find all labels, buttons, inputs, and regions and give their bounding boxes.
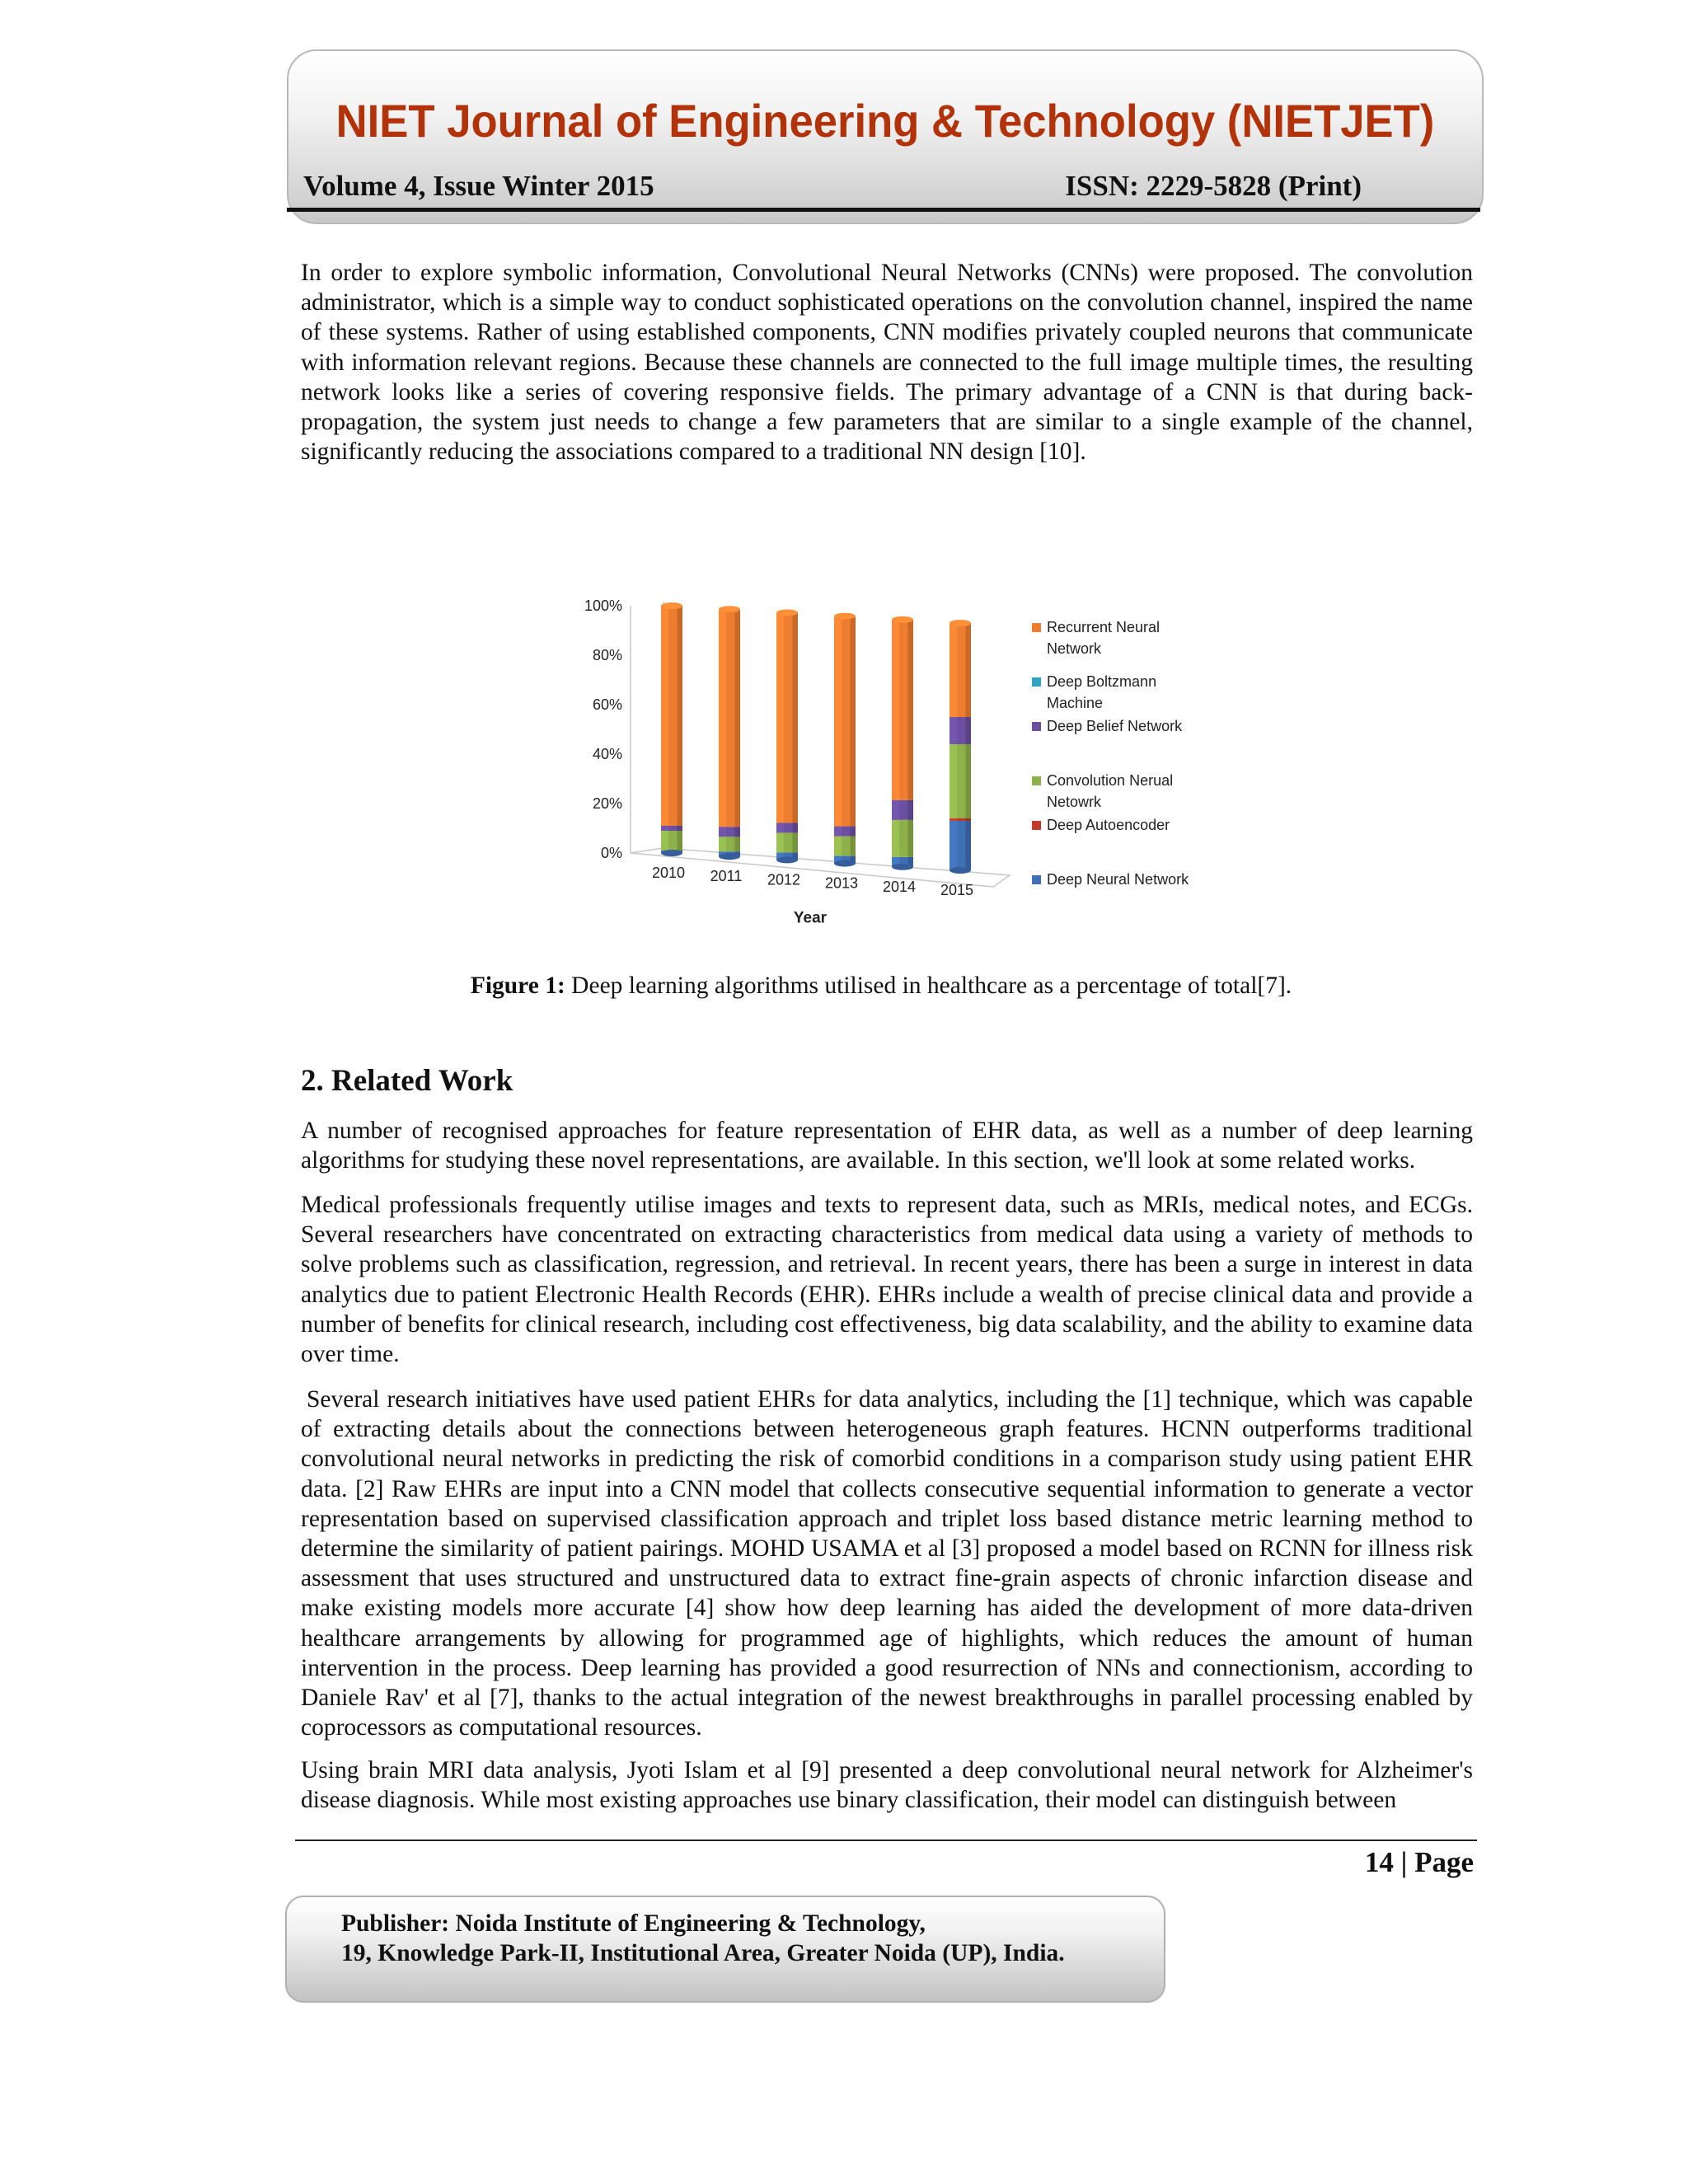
bar-segment-highlight [950,744,957,818]
bar-segment-highlight [719,609,726,827]
paragraph: Medical professionals frequently utilise images and texts to represent data, such as MRIs, medical notes, and ECGs. Several researchers have concentrated on extracting characteristics from medical data using a variety of methods to solve problems such as classification, regression, and retrieval. In recent years, there has been a surge in interest in data analytics due to patient Electronic Health Records (EHR). EHRs include a wealth of precise clinical data and provide a number of benefits for clinical research, including cost effectiveness, big data scalability, and the ability to examine data over time. [301,1192,1473,1368]
bar-segment-shadow [735,609,741,827]
bar-segment-highlight [719,837,726,851]
legend-label-line: Convolution Nerual [1047,772,1174,789]
bar-bottom-cap [950,867,971,874]
bar-segment-shadow [966,818,972,821]
paragraph [301,1385,1473,1742]
paragraph: A number of recognised approaches for feature representation of EHR data, as well as a number of deep learning algorithms for studying these novel representations, are available. In this section, we'll look at some related works. [301,1118,1473,1174]
legend-label [1047,619,1160,657]
volume-issue: Volume 4, Issue Winter 2015 [303,170,654,202]
y-tick-label: 0% [600,845,622,861]
bar-segment-shadow [908,820,914,857]
bar-bottom-cap [892,864,913,870]
legend-swatch [1032,776,1041,785]
issn: ISSN: 2229-5828 (Print) [1065,170,1362,202]
bar-segment-shadow [966,717,972,744]
publisher-name: Publisher: Noida Institute of Engineering & Technology, [341,1910,926,1937]
bar-segment-shadow [735,827,741,837]
footer-divider [295,1840,1477,1841]
x-tick-label: 2013 [824,874,859,892]
bar-segment-highlight [834,616,842,827]
x-tick-label: 2011 [710,868,743,885]
x-tick-label: 2012 [767,871,801,888]
legend-label-line: Recurrent Neural [1047,619,1160,635]
publisher-address: 19, Knowledge Park-II, Institutional Area, Greater Noida (UP), India. [341,1940,1065,1966]
y-tick-label: 80% [592,647,622,663]
paragraph-text: Several research initiatives have used patient EHRs for data analytics, including the [1] technique, which was capable of extracting details about the connections between heterogeneous graph features. HCNN outperforms traditional convolutional neural networks in predicting the risk of comorbid conditions in a comparison study using patient EHR data. [2] Raw EHRs are input into a CNN model that collects consecutive sequential information to generate a vector representation based on supervised classification approach and triplet loss based distance metric learning method to determine the similarity of patient pairings. MOHD USAMA et al [3] proposed a model based on RCNN for illness risk assessment that uses structured and unstructured data to extract fine-grain aspects of chronic infarction disease and make existing models more accurate [4] show how deep learning has aided the development of more data-driven healthcare arrangements by allowing for programmed age of highlights, which reduces the amount of human intervention in the process. Deep learning has provided a good resurrection of NNs and connectionism, according to Daniele Rav' et al [7], thanks to the actual integration of the newest breakthroughs in parallel processing enabled by coprocessors as computational resources. [301,1386,1473,1741]
bar-segment-shadow [793,832,799,852]
bar-segment-highlight [892,820,899,857]
legend-label: Deep Belief Network [1047,718,1183,734]
legend-swatch [1032,623,1041,632]
bar-bottom-cap [834,860,856,867]
bar-segment-shadow [966,821,972,870]
figure-label: Figure 1: [470,972,565,999]
bar-top-cap [892,616,913,623]
legend-label-line: Deep Boltzmann [1047,673,1157,690]
bar-segment-shadow [793,823,799,832]
bar-segment-shadow [851,837,856,856]
bar-segment-shadow [735,837,741,851]
bar-segment-highlight [950,821,957,870]
journal-header [287,49,1484,224]
paragraph: Using brain MRI data analysis, Jyoti Islam et al [9] presented a deep convolutional neural network for Alzheimer's disease diagnosis. While most existing approaches use binary classification, their model can distinguish between [301,1757,1473,1814]
bar-segment-highlight [661,826,668,831]
legend-swatch [1032,821,1041,830]
legend-label-line: Machine [1047,695,1104,711]
bar-segment-shadow [851,616,856,827]
legend-swatch [1032,722,1041,731]
x-tick-label: 2010 [651,865,686,881]
bar-segment-highlight [661,831,668,851]
y-tick-label: 20% [592,795,622,812]
bar-segment-highlight [950,623,957,717]
bar-segment-highlight [776,612,784,823]
bar-segment-shadow [678,606,683,826]
intro-paragraph: In order to explore symbolic information, Convolutional Neural Networks (CNNs) were proposed. The convolution administrator, which is a simple way to conduct sophisticated operations on the convolution channel, inspired the name of these systems. Rather of using established components, CNN modifies privately coupled neurons that communicate with information relevant regions. Because these channels are connected to the full image multiple times, the resulting network looks like a series of covering responsive fields. The primary advantage of a CNN is that during back-propagation, the system just needs to change a few parameters that are similar to a single example of the channel, significantly reducing the associations compared to a traditional NN design [10]. [301,260,1473,466]
bar-segment-shadow [908,800,914,820]
legend-swatch [1032,875,1041,884]
x-tick-label: 2014 [882,878,917,895]
bar-segment-shadow [678,831,683,851]
bar-segment-highlight [950,717,957,744]
bar-segment-shadow [966,744,972,818]
bar-bottom-cap [776,856,798,863]
bar-segment-highlight [776,823,784,832]
legend-label-line: Netowrk [1047,794,1102,810]
x-tick-label: 2015 [940,882,974,898]
figure-caption-text: Deep learning algorithms utilised in healthcare as a percentage of total[7]. [565,972,1292,999]
bar-top-cap [719,606,740,612]
legend-label [1047,673,1156,711]
bar-top-cap [834,613,856,620]
bar-top-cap [776,609,798,616]
y-tick-label: 100% [584,598,622,614]
bar-segment-shadow [851,827,856,837]
legend-label: Deep Autoencoder [1047,817,1170,833]
x-axis-label: Year [793,909,828,927]
legend-label-line: Network [1047,640,1102,657]
bar-segment-highlight [719,827,726,837]
stacked-bar-chart [528,581,1236,952]
bar-segment-highlight [834,827,842,837]
bar-segment-highlight [661,606,668,826]
figure-1-chart [528,581,1236,952]
bar-bottom-cap [719,853,740,860]
journal-title: NIET Journal of Engineering & Technology (NIETJET) [335,95,1435,147]
publisher-box [285,1896,1165,2003]
bar-segment-highlight [892,800,899,820]
bar-segment-highlight [950,818,957,821]
bar-segment-highlight [834,837,842,856]
bar-top-cap [950,620,971,626]
section-heading: 2. Related Work [301,1064,513,1098]
figure-caption [0,972,1688,1000]
bar-segment-highlight [892,620,899,800]
bar-segment-shadow [908,620,914,800]
bar-segment-shadow [966,623,972,717]
legend-swatch [1032,677,1041,687]
y-tick-label: 60% [592,696,622,713]
bar-segment-highlight [776,832,784,852]
bar-segment-shadow [678,826,683,831]
page-number: 14 | Page [1364,1846,1474,1878]
y-tick-label: 40% [592,746,622,762]
bar-segment-shadow [793,612,799,823]
legend-label: Deep Neural Network [1047,871,1189,888]
header-divider [287,208,1480,212]
bar-bottom-cap [661,850,682,856]
bar-top-cap [661,602,682,609]
legend-label [1047,772,1173,810]
